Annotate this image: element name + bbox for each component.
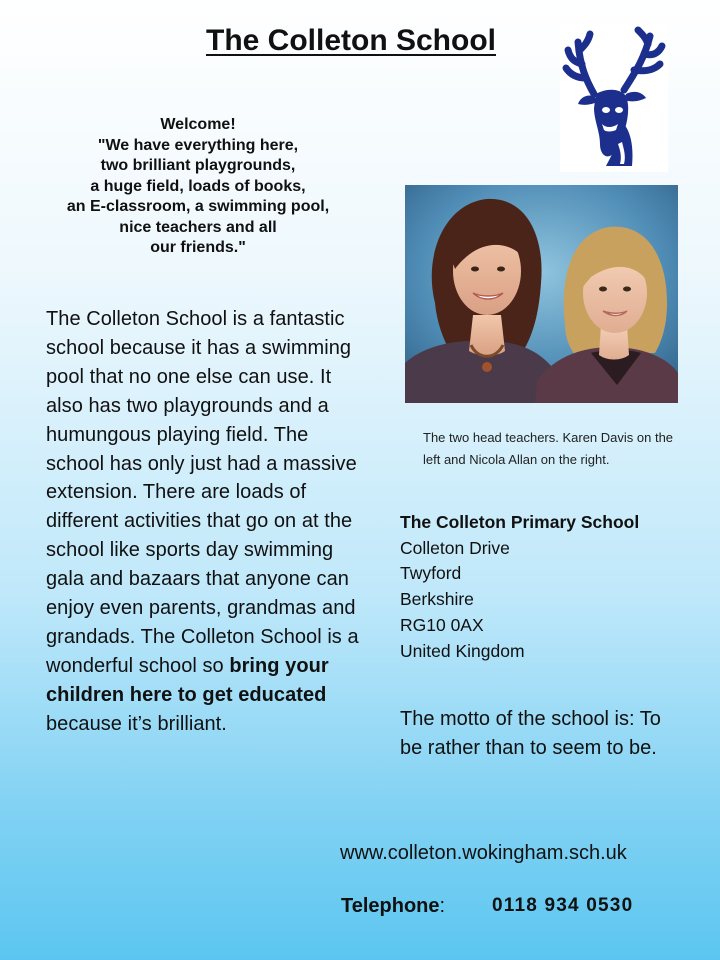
address-line: Colleton Drive xyxy=(400,537,510,558)
welcome-line: an E-classroom, a swimming pool, xyxy=(66,198,330,215)
photo-caption: The two head teachers. Karen Davis on the left and Nicola Allan on the right. xyxy=(423,430,674,467)
welcome-quote xyxy=(28,115,368,259)
stag-head-logo-icon xyxy=(560,24,668,172)
school-address xyxy=(400,510,639,664)
description-text-end: because it’s brilliant. xyxy=(46,712,227,735)
address-school-name: The Colleton Primary School xyxy=(400,512,640,532)
welcome-line: a huge field, loads of books, xyxy=(90,177,306,195)
telephone-label-text: Telephone xyxy=(341,895,440,917)
welcome-line: two brilliant playgrounds, xyxy=(100,157,296,174)
website-link[interactable]: www.colleton.wokingham.sch.uk xyxy=(340,842,627,864)
welcome-line: Welcome! xyxy=(160,116,236,133)
address-line: Twyford xyxy=(400,563,462,584)
telephone-label-colon: : xyxy=(439,895,446,917)
page-title: The Colleton School xyxy=(206,24,496,57)
telephone-number: 0118 934 0530 xyxy=(492,895,634,916)
description-emphasis: bring your children here to get educated xyxy=(46,654,329,706)
address-line: United Kingdom xyxy=(400,640,525,661)
telephone-label xyxy=(341,895,445,918)
welcome-line: "We have everything here, xyxy=(97,136,299,154)
school-description xyxy=(46,305,366,739)
school-motto: The motto of the school is: To be rather than to seem to be. xyxy=(400,708,661,759)
description-text: The Colleton School is a fantastic school because it has a swimming pool that no one else can use. It also has two playgrounds and a humungous playing field. The school has only just had a massive extension. There are loads of different activities that go on at the school like sports day swimming gala and bazaars that anyone can enjoy even parents, grandmas and grandads. The Colleton School is a wonderful school so xyxy=(46,308,359,677)
welcome-line: nice teachers and all xyxy=(119,218,277,236)
address-line: RG10 0AX xyxy=(400,614,484,635)
head-teachers-photo xyxy=(405,185,678,403)
address-line: Berkshire xyxy=(400,589,474,610)
welcome-line: our friends." xyxy=(150,239,246,256)
